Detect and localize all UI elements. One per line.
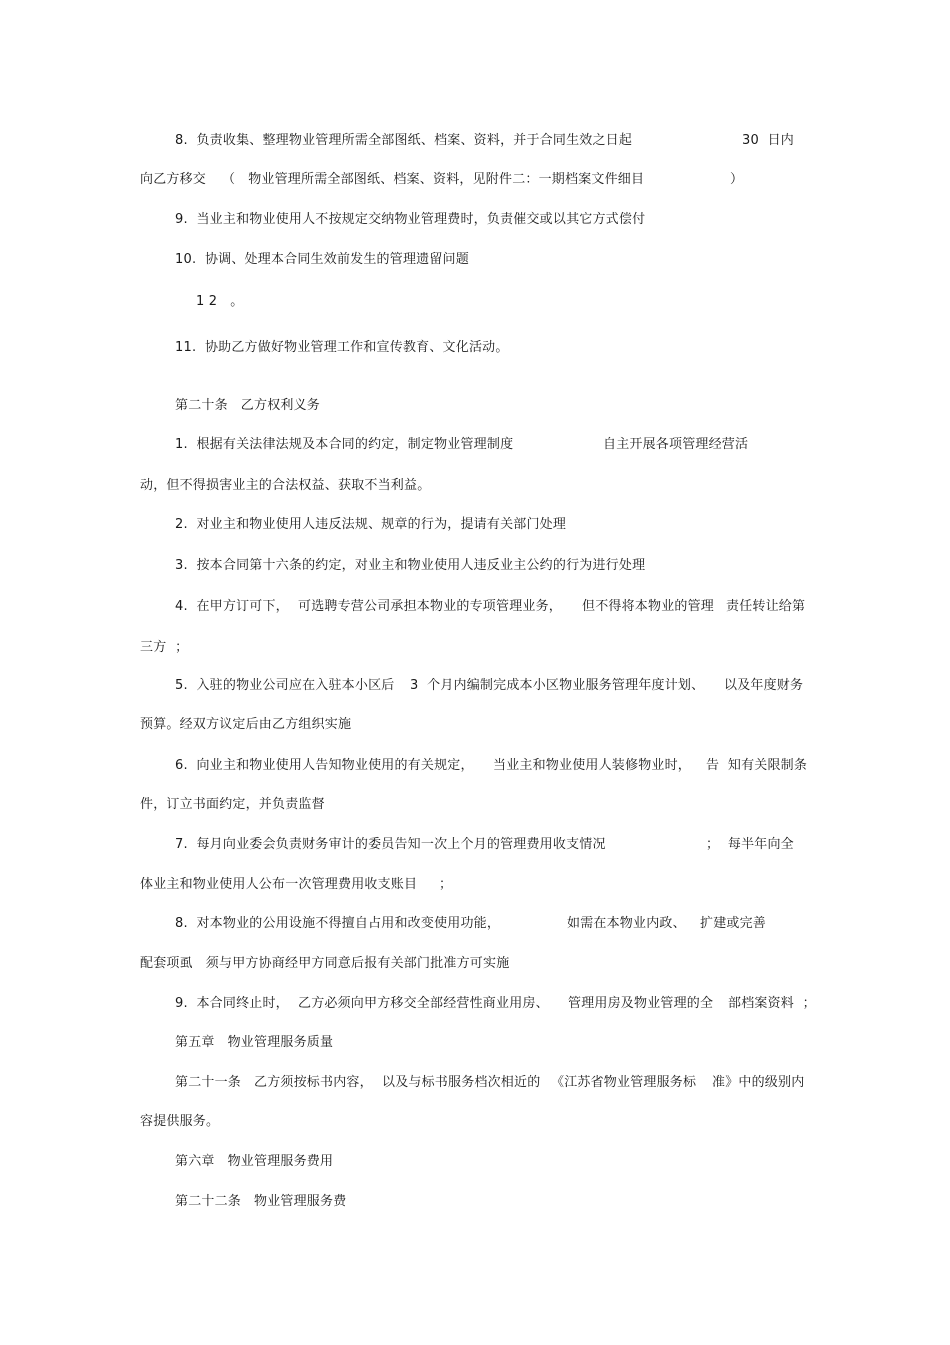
text-line: 预算。经双方议定后由乙方组织实施 [140, 717, 352, 732]
text-line: 以及年度财务 [724, 678, 804, 693]
text-line: 3 个月内编制完成本小区物业服务管理年度计划、 [410, 678, 705, 693]
text-line: 第二十一条 乙方须按标书内容， [175, 1075, 373, 1090]
text-line: 当业主和物业使用人装修物业时， [493, 758, 692, 773]
text-line: 乙方必须向甲方移交全部经营性商业用房、 [298, 996, 549, 1011]
section-heading: 第二十二条 物业管理服务费 [175, 1194, 347, 1209]
text-line: 三方 ； [140, 640, 189, 655]
text-line: 《江苏省物业管理服务标 [551, 1075, 697, 1090]
text-line: 如需在本物业内政、 [567, 916, 686, 931]
text-line: 扩建或完善 [700, 916, 767, 931]
text-line: 30 日内 [742, 133, 795, 148]
text-line: 件，订立书面约定，并负责监督 [140, 797, 325, 812]
text-line: 责任转让给第 [726, 599, 806, 614]
text-line: ； 每半年向全 [706, 837, 794, 852]
text-line: 7. 每月向业委会负责财务审计的委员告知一次上个月的管理费用收支情况 [175, 837, 606, 852]
chapter-heading: 第五章 物业管理服务质量 [175, 1035, 334, 1050]
text-line: 9. 当业主和物业使用人不按规定交纳物业管理费时，负责催交或以其它方式偿付 [175, 212, 646, 227]
text-line: 6. 向业主和物业使用人告知物业使用的有关规定， [175, 758, 474, 773]
text-line: 管理用房及物业管理的全 [568, 996, 714, 1011]
text-line: 容提供服务。 [140, 1114, 220, 1129]
text-line: 4. 在甲方订可下， [175, 599, 289, 614]
text-line: 配套项虱 须与甲方协商经甲方同意后报有关部门批准方可实施 [140, 956, 510, 971]
text-line: 9. 本合同终止时， [175, 996, 289, 1011]
text-line: 10. 协调、处理本合同生效前发生的管理遗留问题 [175, 252, 469, 267]
text-line: 11. 协助乙方做好物业管理工作和宣传教育、文化活动。 [175, 340, 509, 355]
text-line: 1. 根据有关法律法规及本合同的约定，制定物业管理制度 [175, 437, 514, 452]
text-line: 部档案资料 ； [728, 996, 816, 1011]
text-line: 1 2 。 [196, 294, 244, 309]
text-line: （ 物业管理所需全部图纸、档案、资料，见附件二：一期档案文件细目 [222, 172, 645, 187]
text-line: 向乙方移交 [140, 172, 207, 187]
text-line: 动，但不得损害业主的合法权益、获取不当利益。 [140, 478, 431, 493]
section-heading: 第二十条 乙方权利义务 [175, 398, 320, 413]
text-line: 8. 对本物业的公用设施不得擅自占用和改变使用功能， [175, 916, 501, 931]
text-line: 自主开展各项管理经营活 [603, 437, 749, 452]
text-line: 8. 负责收集、整理物业管理所需全部图纸、档案、资料，并于合同生效之日起 [175, 133, 633, 148]
text-line: 以及与标书服务档次相近的 [382, 1075, 541, 1090]
chapter-heading: 第六章 物业管理服务费用 [175, 1154, 334, 1169]
text-line: 体业主和物业使用人公布一次管理费用收支账目 [140, 877, 418, 892]
text-line: ） [730, 172, 744, 187]
text-line: 但不得将本物业的管理 [582, 599, 715, 614]
text-line: 告 知有关限制条 [706, 758, 808, 773]
text-line: 可选聘专营公司承担本物业的专项管理业务， [298, 599, 563, 614]
text-line: 5. 入驻的物业公司应在入驻本小区后 [175, 678, 395, 693]
text-line: 3. 按本合同第十六条的约定，对业主和物业使用人违反业主公约的行为进行处理 [175, 558, 646, 573]
text-line: 2. 对业主和物业使用人违反法规、规章的行为，提请有关部门处理 [175, 517, 567, 532]
text-line: ； [439, 877, 453, 892]
text-line: 准》中的级别内 [712, 1075, 805, 1090]
